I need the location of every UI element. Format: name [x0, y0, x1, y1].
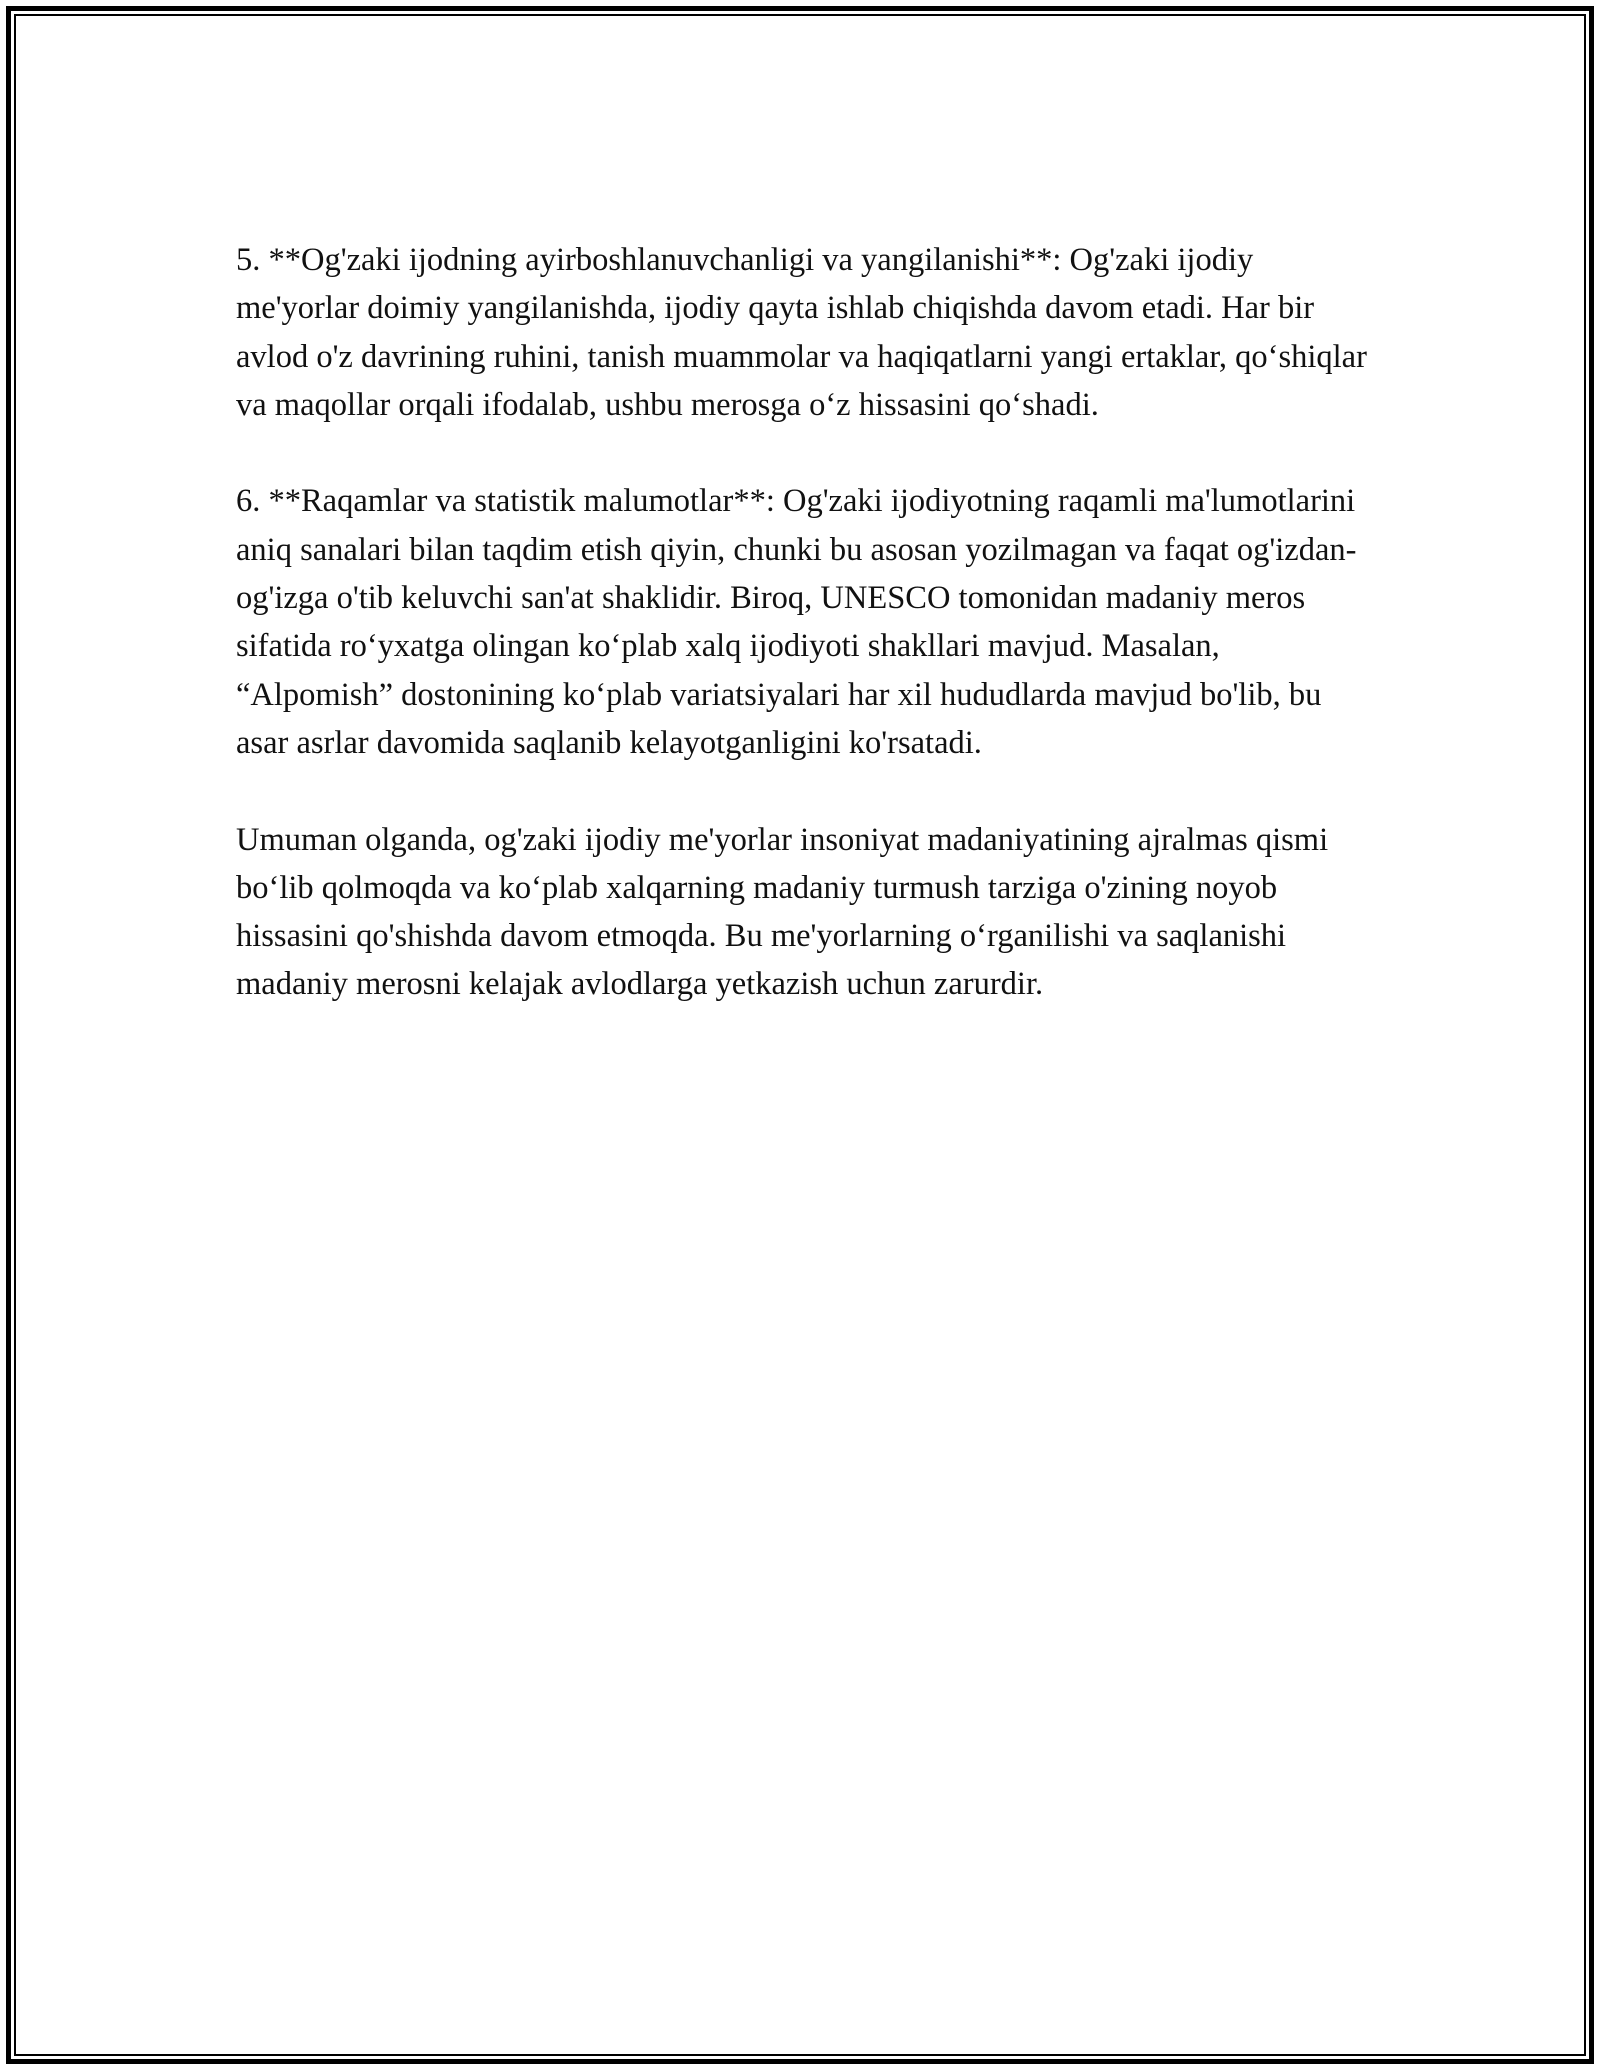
paragraph-spacer	[236, 767, 1376, 815]
paragraph-spacer	[236, 429, 1376, 477]
paragraph-conclusion: Umuman olganda, og'zaki ijodiy me'yorlar insoniyat madaniyatining ajralmas qismi bo‘lib qolmoqda va ko‘plab xalqarning madaniy turmush tarziga o'zining noyob hissasini qo'shishda davom etmoqda. Bu me'yorlarning o‘rganilishi va saqlanishi madaniy merosni kelajak avlodlarga yetkazish uchun zarurdir.	[236, 821, 1329, 1003]
document-body	[236, 236, 1376, 1009]
paragraph-item-6: 6. **Raqamlar va statistik malumotlar**: Og'zaki ijodiyotning raqamli ma'lumotlarini aniq sanalari bilan taqdim etish qiyin, chunki bu asosan yozilmagan va faqat og'izdan-og'izga o'tib keluvchi san'at shaklidir. Biroq, UNESCO tomonidan madaniy meros sifatida ro‘yxatga olingan ko‘plab xalq ijodiyoti shakllari mavjud. Masalan, “Alpomish” dostonining ko‘plab variatsiyalari har xil hududlarda mavjud bo'lib, bu asar asrlar davomida saqlanib kelayotganligini ko'rsatadi.	[236, 483, 1357, 761]
paragraph-item-5: 5. **Og'zaki ijodning ayirboshlanuvchanligi va yangilanishi**: Og'zaki ijodiy me'yorlar doimiy yangilanishda, ijodiy qayta ishlab chiqishda davom etadi. Har bir avlod o'z davrining ruhini, tanish muammolar va haqiqatlarni yangi ertaklar, qo‘shiqlar va maqollar orqali ifodalab, ushbu merosga o‘z hissasini qo‘shadi.	[236, 242, 1367, 423]
